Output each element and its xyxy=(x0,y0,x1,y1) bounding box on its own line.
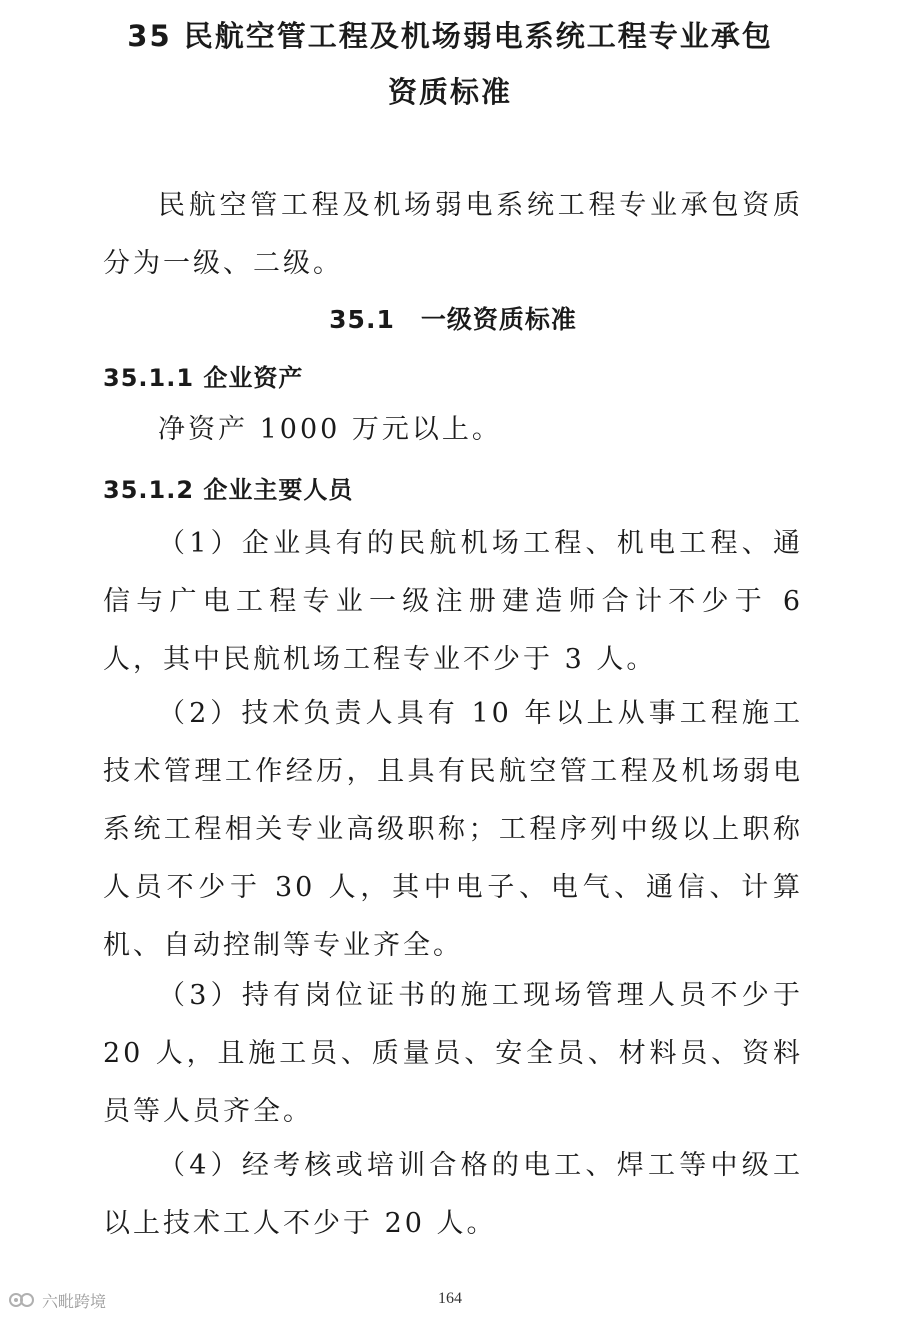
watermark-logo-icon xyxy=(8,1290,36,1310)
personnel-item-3: （3）持有岗位证书的施工现场管理人员不少于 20 人，且施工员、质量员、安全员、材料员、资料员等人员齐全。 xyxy=(103,980,803,1127)
watermark-text: 六毗跨境 xyxy=(42,1291,107,1311)
watermark xyxy=(8,1288,106,1312)
intro-paragraph: 民航空管工程及机场弱电系统工程专业承包资质分为一级、二级。 xyxy=(103,190,803,279)
personnel-item-1: （1）企业具有的民航机场工程、机电工程、通信与广电工程专业一级注册建造师合计不少于 6 人，其中民航机场工程专业不少于 3 人。 xyxy=(103,528,803,675)
subsection-heading-personnel: 35.1.2 企业主要人员 xyxy=(103,476,354,504)
subsection-heading-assets: 35.1.1 企业资产 xyxy=(103,364,304,392)
personnel-item-4: （4）经考核或培训合格的电工、焊工等中级工以上技术工人不少于 20 人。 xyxy=(103,1150,803,1239)
assets-paragraph: 净资产 1000 万元以上。 xyxy=(158,414,502,445)
section-heading: 35.1 一级资质标准 xyxy=(329,305,577,334)
document-title-line1: 35 民航空管工程及机场弱电系统工程专业承包 xyxy=(127,19,773,53)
document-title-line2: 资质标准 xyxy=(387,75,512,109)
page-number: 164 xyxy=(438,1290,462,1307)
personnel-item-2: （2）技术负责人具有 10 年以上从事工程施工技术管理工作经历，且具有民航空管工程及机场弱电系统工程相关专业高级职称；工程序列中级以上职称人员不少于 30 人，其中电子、电气、通信、计算机、自动控制等专业齐全。 xyxy=(103,698,803,961)
